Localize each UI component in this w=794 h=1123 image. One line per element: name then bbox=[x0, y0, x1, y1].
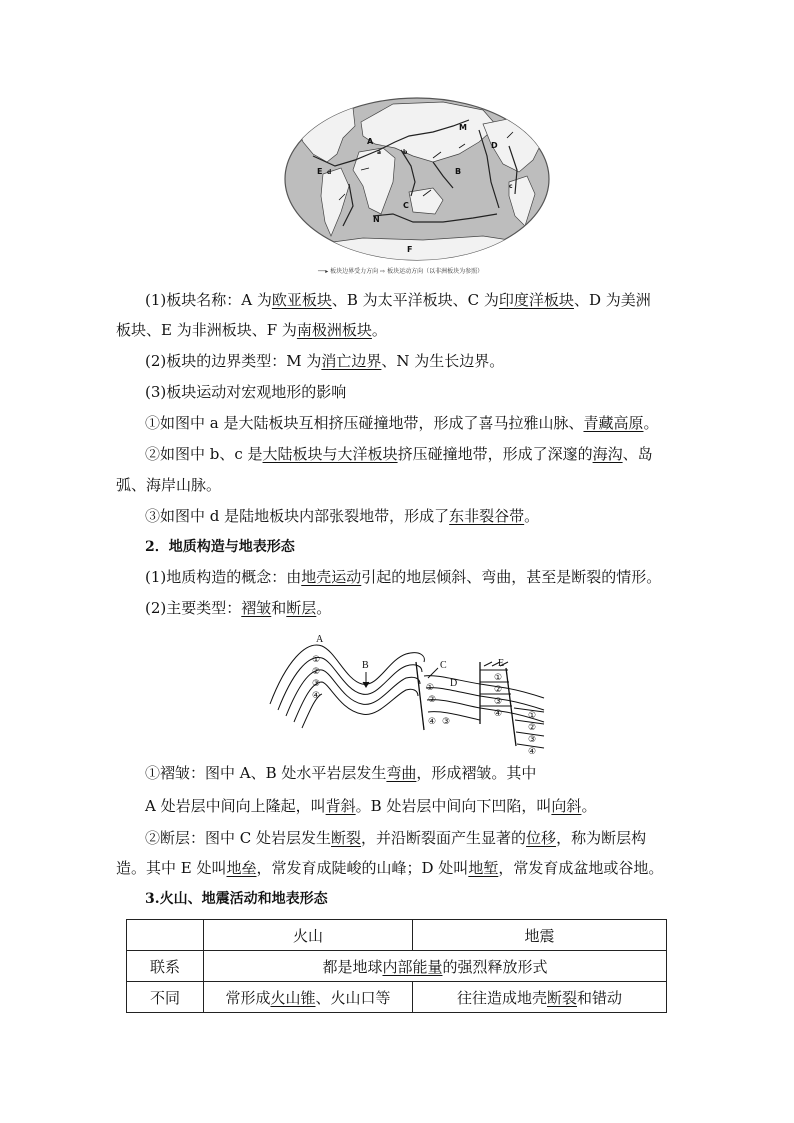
fold-fault-figure bbox=[266, 632, 548, 760]
svg-text:④: ④ bbox=[494, 709, 503, 719]
paragraph-plate-names-cont: 板块、E 为非洲板块、F 为南极洲板块。 bbox=[116, 321, 387, 339]
svg-text:③: ③ bbox=[312, 679, 321, 689]
svg-text:④: ④ bbox=[312, 691, 321, 701]
svg-text:④: ④ bbox=[428, 717, 437, 727]
paragraph-boundary-types: (2)板块的边界类型：M 为消亡边界、N 为生长边界。 bbox=[145, 352, 505, 370]
table-header-cell: 地震 bbox=[413, 920, 667, 951]
svg-text:①: ① bbox=[494, 673, 503, 683]
paragraph-point-d: ③如图中 d 是陆地板块内部张裂地带，形成了东非裂谷带。 bbox=[145, 507, 540, 525]
paragraph-fault-cont: 造。其中 E 处叫地垒，常发育成陡峻的山峰；D 处叫地堑，常发育成盆地或谷地。 bbox=[116, 859, 664, 877]
svg-text:③: ③ bbox=[442, 717, 451, 727]
paragraph-impact-heading: (3)板块运动对宏观地形的影响 bbox=[145, 383, 347, 401]
fold-label-E: E bbox=[498, 658, 505, 669]
table-row-label: 联系 bbox=[127, 951, 204, 982]
svg-text:①: ① bbox=[426, 683, 435, 693]
map-label-c: c bbox=[509, 183, 513, 190]
paragraph-point-bc: ②如图中 b、c 是大陆板块与大洋板块挤压碰撞地带，形成了深邃的海沟、岛 bbox=[145, 445, 653, 463]
svg-text:③: ③ bbox=[528, 735, 537, 745]
map-label-d: d bbox=[327, 169, 332, 176]
table-cell: 往往造成地壳断裂和错动 bbox=[413, 982, 667, 1013]
svg-text:①: ① bbox=[528, 711, 537, 721]
paragraph-structure-concept: (1)地质构造的概念：由地壳运动引起的地层倾斜、弯曲，甚至是断裂的情形。 bbox=[145, 568, 662, 586]
paragraph-structure-types: (2)主要类型：褶皱和断层。 bbox=[145, 599, 332, 617]
svg-text:①: ① bbox=[312, 655, 321, 665]
table-row-label: 不同 bbox=[127, 982, 204, 1013]
svg-text:②: ② bbox=[312, 667, 321, 677]
fold-label-D: D bbox=[450, 678, 458, 689]
plate-map-figure bbox=[283, 96, 551, 270]
map-label-a: a bbox=[377, 149, 382, 156]
paragraph-fault: ②断层：图中 C 处岩层发生断裂，并沿断裂面产生显著的位移，称为断层构 bbox=[145, 829, 647, 847]
map-label-F: F bbox=[407, 245, 413, 254]
table-cell: 都是地球内部能量的强烈释放形式 bbox=[204, 951, 667, 982]
motion-arrow-icon: ⇨ bbox=[380, 268, 386, 275]
map-label-N: N bbox=[373, 215, 380, 224]
fold-fault-svg bbox=[266, 632, 548, 756]
svg-text:②: ② bbox=[428, 695, 437, 705]
table-row bbox=[127, 951, 667, 982]
paragraph-fold: ①褶皱：图中 A、B 处水平岩层发生弯曲，形成褶皱。其中 bbox=[145, 764, 537, 782]
paragraph-point-bc-cont: 弧、海岸山脉。 bbox=[116, 476, 222, 494]
plate-map-svg bbox=[283, 96, 551, 266]
boundary-arrow-icon: ──▸ bbox=[318, 268, 329, 275]
volcano-earthquake-table bbox=[126, 919, 667, 1013]
paragraph-plate-names: (1)板块名称：A 为欧亚板块、B 为太平洋板块、C 为印度洋板块、D 为美洲 bbox=[145, 291, 651, 309]
table-header-cell: 火山 bbox=[204, 920, 413, 951]
fold-label-C: C bbox=[440, 660, 447, 671]
map-label-D: D bbox=[491, 141, 498, 150]
svg-text:④: ④ bbox=[528, 747, 537, 756]
paragraph-fold-cont: A 处岩层中间向上隆起，叫背斜。B 处岩层中间向下凹陷，叫向斜。 bbox=[145, 797, 597, 815]
section3-heading: 3.火山、地震活动和地表形态 bbox=[145, 891, 328, 907]
map-label-B: B bbox=[455, 167, 462, 176]
paragraph-point-a: ①如图中 a 是大陆板块互相挤压碰撞地带，形成了喜马拉雅山脉、青藏高原。 bbox=[145, 414, 659, 432]
table-header-row bbox=[127, 920, 667, 951]
section2-heading: 2．地质构造与地表形态 bbox=[145, 539, 295, 555]
fold-label-A: A bbox=[316, 634, 324, 645]
table-header-cell bbox=[127, 920, 204, 951]
svg-text:②: ② bbox=[528, 723, 537, 733]
map-label-M: M bbox=[459, 123, 467, 132]
svg-text:②: ② bbox=[494, 685, 503, 695]
table-row bbox=[127, 982, 667, 1013]
map-label-A: A bbox=[367, 137, 374, 146]
map-label-b: b bbox=[403, 149, 408, 156]
map-label-E: E bbox=[317, 167, 323, 176]
map-label-C: C bbox=[403, 201, 409, 210]
table-cell: 常形成火山锥、火山口等 bbox=[204, 982, 413, 1013]
map-caption: ──▸ 板块边界受力方向 ⇨ 板块运动方向（以非洲板块为参照） bbox=[318, 268, 484, 275]
fold-label-B: B bbox=[362, 660, 369, 671]
svg-text:③: ③ bbox=[494, 697, 503, 707]
